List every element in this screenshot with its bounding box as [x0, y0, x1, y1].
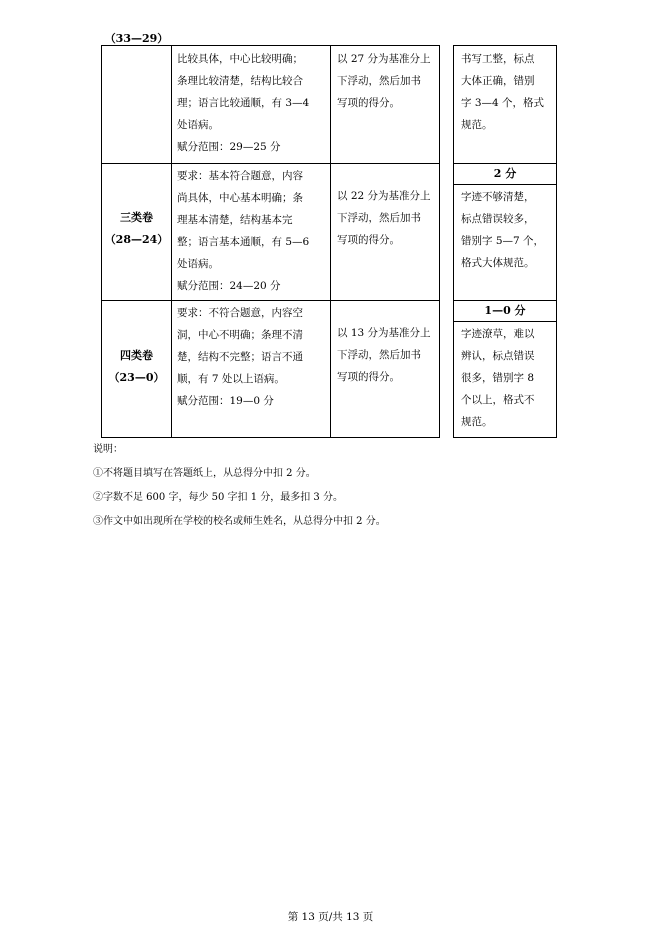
base-line: 写项的得分。 — [337, 371, 400, 383]
criteria-line: 尚具体，中心基本明确；条 — [177, 192, 303, 204]
handwriting-line: 很多，错别字 8 — [461, 372, 535, 384]
base-line: 写项的得分。 — [337, 234, 400, 246]
base-line: 下浮动，然后加书 — [337, 75, 421, 87]
row1-category — [102, 32, 171, 50]
criteria-line: 处语病。 — [177, 119, 219, 131]
base-line: 以 27 分为基准分上 — [337, 53, 431, 65]
criteria-line: 条理比较清楚，结构比较合 — [177, 75, 303, 87]
row1-handwriting — [461, 46, 556, 136]
criteria-line: 赋分范围：29—25 分 — [177, 141, 281, 153]
row2-category — [102, 207, 171, 251]
criteria-line: 洞，中心不明确；条理不清 — [177, 329, 303, 341]
handwriting-line: 格式大体规范。 — [461, 257, 535, 269]
row2-score-range: （28—24） — [104, 233, 169, 246]
row3-category-name: 四类卷 — [120, 349, 153, 362]
handwriting-line: 错别字 5—7 个， — [461, 235, 545, 247]
row1-score-range: （33—29） — [104, 32, 169, 45]
row1-base-score — [337, 46, 439, 114]
row3-criteria — [177, 301, 329, 412]
row3-handwriting — [461, 323, 556, 433]
criteria-line: 整；语言基本通顺，有 5—6 — [177, 236, 310, 248]
note-item: ③作文中如出现所在学校的校名或师生姓名，从总得分中扣 2 分。 — [93, 516, 386, 527]
criteria-line: 赋分范围：19—0 分 — [177, 395, 274, 407]
row3-handwriting-header: 1—0 分 — [484, 304, 526, 317]
notes-section — [93, 439, 386, 533]
row3-base-score — [337, 322, 439, 388]
row2-category-name: 三类卷 — [120, 211, 153, 224]
criteria-line: 赋分范围：24—20 分 — [177, 280, 281, 292]
handwriting-line: 规范。 — [461, 416, 493, 428]
criteria-line: 处语病。 — [177, 258, 219, 270]
base-line: 以 22 分为基准分上 — [337, 190, 431, 202]
row3-score-range: （23—0） — [108, 371, 165, 384]
page-footer: 第 13 页/共 13 页 — [287, 911, 374, 923]
criteria-line: 要求：不符合题意，内容空 — [177, 307, 303, 319]
row3-category — [102, 345, 171, 389]
note-item: ②字数不足 600 字，每少 50 字扣 1 分，最多扣 3 分。 — [93, 492, 343, 503]
criteria-line: 顺，有 7 处以上语病。 — [177, 373, 285, 385]
handwriting-line: 字迹潦草，难以 — [461, 328, 535, 340]
row2-handwriting — [461, 186, 556, 274]
criteria-line: 楚，结构不完整；语言不通 — [177, 351, 303, 363]
handwriting-line: 字 3—4 个，格式 — [461, 97, 545, 109]
base-line: 下浮动，然后加书 — [337, 212, 421, 224]
handwriting-line: 标点错误较多， — [461, 213, 535, 225]
row1-criteria — [177, 46, 329, 158]
base-line: 写项的得分。 — [337, 97, 400, 109]
base-line: 下浮动，然后加书 — [337, 349, 421, 361]
row2-criteria — [177, 164, 329, 297]
handwriting-line: 字迹不够清楚， — [461, 191, 535, 203]
notes-title: 说明： — [93, 444, 123, 455]
handwriting-line: 大体正确，错别 — [461, 75, 535, 87]
row2-base-score — [337, 185, 439, 251]
handwriting-line: 辨认，标点错误 — [461, 350, 535, 362]
handwriting-line: 规范。 — [461, 119, 493, 131]
criteria-line: 要求：基本符合题意，内容 — [177, 170, 303, 182]
handwriting-line: 个以上，格式不 — [461, 394, 535, 406]
row2-handwriting-header: 2 分 — [493, 167, 517, 180]
handwriting-line: 书写工整，标点 — [461, 53, 535, 65]
criteria-line: 理；语言比较通顺，有 3—4 — [177, 97, 310, 109]
criteria-line: 理基本清楚，结构基本完 — [177, 214, 293, 226]
base-line: 以 13 分为基准分上 — [337, 327, 431, 339]
note-item: ①不将题目填写在答题纸上，从总得分中扣 2 分。 — [93, 468, 316, 479]
criteria-line: 比较具体，中心比较明确； — [177, 53, 303, 65]
